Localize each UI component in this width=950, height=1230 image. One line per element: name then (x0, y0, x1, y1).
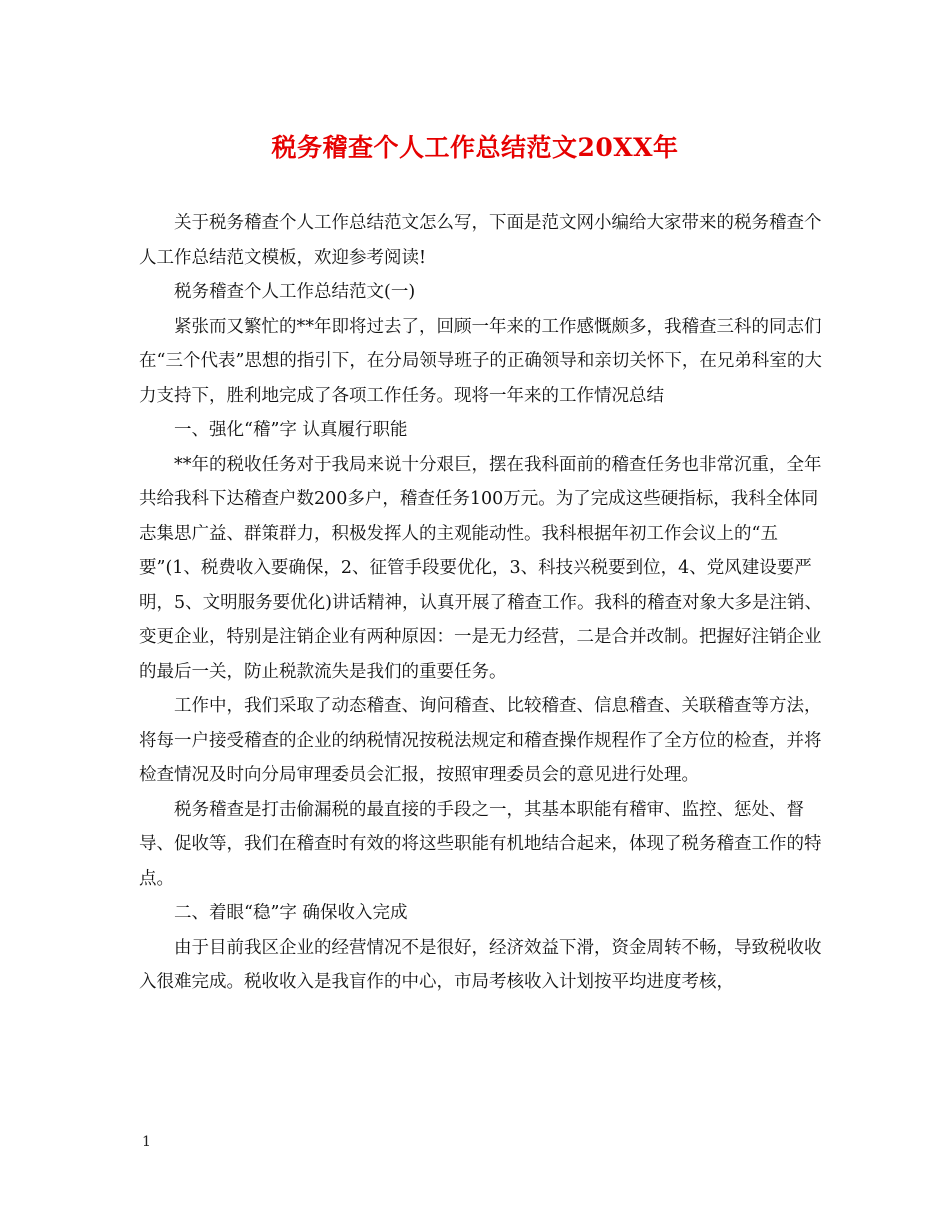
body-paragraph: 税务稽查是打击偷漏税的最直接的手段之一，其基本职能有稽审、监控、惩处、督导、促收等，我们在稽查时有效的将这些职能有机地结合起来，体现了税务稽查工作的特点。 (139, 799, 822, 889)
body-paragraph: 紧张而又繁忙的**年即将过去了，回顾一年来的工作感慨颇多，我稽查三科的同志们在“三个代表”思想的指引下，在分局领导班子的正确领导和亲切关怀下，在兄弟科室的大力支持下，胜利地完成了各项工作任务。现将一年来的工作情况总结 (139, 316, 822, 406)
section-heading-one: 一、强化“稽”字 认真履行职能 (174, 420, 408, 440)
body-paragraph: 由于目前我区企业的经营情况不是很好，经济效益下滑，资金周转不畅，导致税收收入很难完成。税收收入是我盲作的中心，市局考核收入计划按平均进度考核， (139, 937, 822, 992)
document-body (139, 206, 829, 1000)
body-paragraph: 工作中，我们采取了动态稽查、询问稽查、比较稽查、信息稽查、关联稽查等方法，将每一户接受稽查的企业的纳税情况按税法规定和稽查操作规程作了全方位的检查，并将检查情况及时向分局审理委员会汇报，按照审理委员会的意见进行处理。 (139, 696, 822, 785)
document-title: 税务稽查个人工作总结范文20XX年 (271, 133, 679, 162)
section-heading-two: 二、着眼“稳”字 确保收入完成 (174, 903, 408, 923)
body-paragraph: **年的税收任务对于我局来说十分艰巨，摆在我科面前的稽查任务也非常沉重，全年共给我科下达稽查户数200多户，稽查任务100万元。为了完成这些硬指标，我科全体同志集思广益、群策群力，积极发挥人的主观能动性。我科根据年初工作会议上的“五要”(1、税费收入要确保，2、征管手段要优化，3、科技兴税要到位，4、党风建设要严明，5、文明服务要优化)讲话精神，认真开展了稽查工作。我科的稽查对象大多是注销、变更企业，特别是注销企业有两种原因：一是无力经营，二是合并改制。把握好注销企业的最后一关，防止税款流失是我们的重要任务。 (139, 454, 822, 682)
page-number: 1 (142, 1134, 151, 1150)
intro-paragraph: 关于税务稽查个人工作总结范文怎么写，下面是范文网小编给大家带来的税务稽查个人工作总结范文模板，欢迎参考阅读! (139, 213, 822, 268)
section-heading-example-one: 税务稽查个人工作总结范文(一) (174, 282, 416, 302)
